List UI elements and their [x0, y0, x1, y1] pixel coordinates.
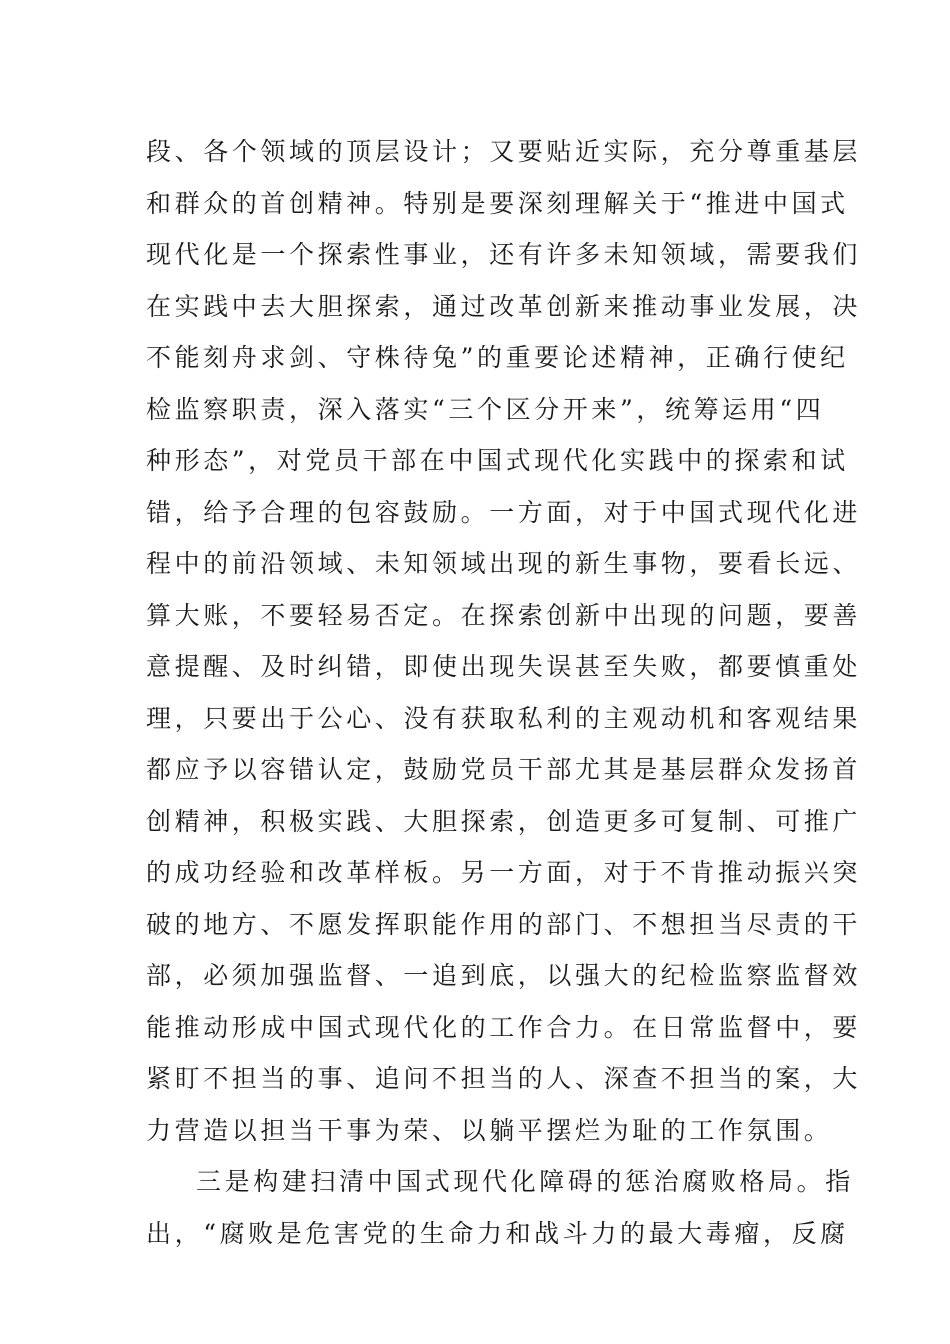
text-line: 现代化是一个探索性事业，还有许多未知领域，需要我们	[146, 240, 862, 269]
text-line: 算大账，不要轻易否定。在探索创新中出现的问题，要善	[146, 600, 862, 630]
text-line: 部，必须加强监督、一追到底，以强大的纪检监察监督效	[146, 961, 862, 990]
text-line: 检监察职责，深入落实“三个区分开来”，统筹运用“四	[146, 394, 825, 424]
text-line: 的成功经验和改革样板。另一方面，对于不肯推动振兴突	[146, 858, 862, 887]
text-line: 紧盯不担当的事、追问不担当的人、深查不担当的案，大	[146, 1064, 862, 1093]
text-line: 段、各个领域的顶层设计；又要贴近实际，充分尊重基层	[146, 137, 862, 166]
text-line: 意提醒、及时纠错，即使出现失误甚至失败，都要慎重处	[146, 652, 862, 681]
text-line: 种形态”，对党员干部在中国式现代化实践中的探索和试	[146, 446, 849, 475]
text-line: 程中的前沿领域、未知领域出现的新生事物，要看长远、	[146, 549, 862, 578]
text-line: 出，“腐败是危害党的生命力和战斗力的最大毒瘤，反腐	[146, 1218, 849, 1248]
text-line: 创精神，积极实践、大胆探索，创造更多可复制、可推广	[146, 806, 862, 836]
text-line: 都应予以容错认定，鼓励党员干部尤其是基层群众发扬首	[146, 755, 862, 784]
text-line: 理，只要出于公心、没有获取私利的主观动机和客观结果	[146, 703, 862, 733]
text-line: 错，给予合理的包容鼓励。一方面，对于中国式现代化进	[146, 497, 862, 527]
text-line: 能推动形成中国式现代化的工作合力。在日常监督中，要	[146, 1012, 862, 1042]
text-line: 不能刻舟求剑、守株待兔”的重要论述精神，正确行使纪	[146, 343, 849, 372]
body-text	[146, 126, 862, 1259]
text-line: 和群众的首创精神。特别是要深刻理解关于“推进中国式	[146, 188, 849, 218]
text-line: 在实践中去大胆探索，通过改革创新来推动事业发展，决	[146, 291, 862, 321]
paragraph-start-line: 三是构建扫清中国式现代化障碍的惩治腐败格局。指	[196, 1167, 854, 1196]
text-line: 力营造以担当干事为荣、以躺平摆烂为耻的工作氛围。	[146, 1115, 833, 1145]
text-line: 破的地方、不愿发挥职能作用的部门、不想担当尽责的干	[146, 909, 862, 939]
